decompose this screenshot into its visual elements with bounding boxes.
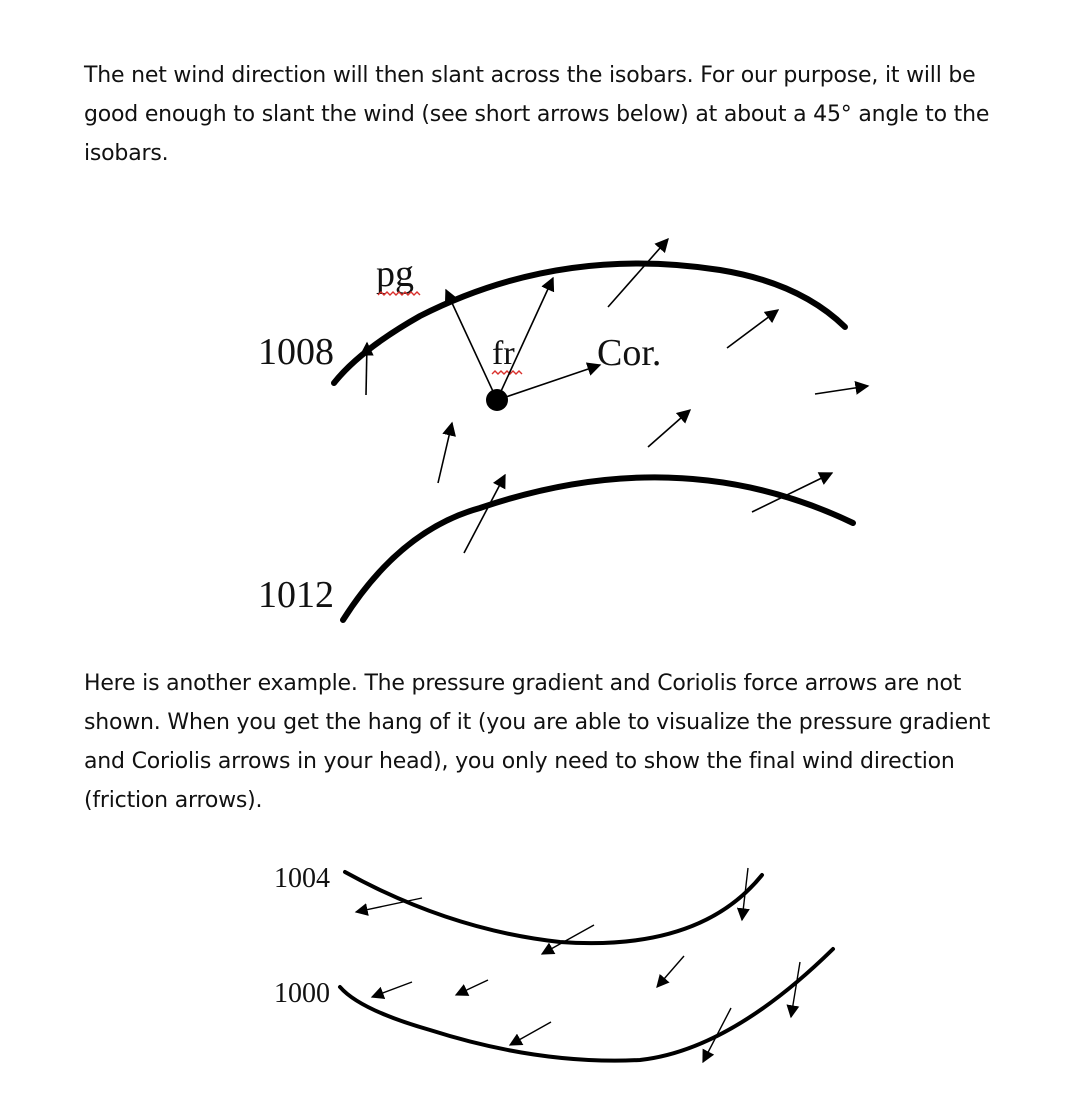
isobar-1000 [340, 949, 833, 1061]
friction-label: fr [492, 335, 515, 372]
isobar-label-1000: 1000 [274, 978, 330, 1009]
isobar-label-1008: 1008 [258, 331, 334, 373]
wind-arrow [456, 980, 488, 995]
wind-arrow [510, 1022, 551, 1045]
wind-arrow [372, 982, 412, 997]
isobar-label-1012: 1012 [258, 574, 334, 616]
intro-paragraph: The net wind direction will then slant across the isobars. For our purpose, it will be good enough to slant the wind (see short arrows below) at about a 45° angle to the isobars. [84, 63, 990, 166]
coriolis-label: Cor. [597, 332, 662, 374]
pressure-gradient-label: pg [376, 253, 414, 295]
wind-arrow [791, 962, 800, 1017]
example-paragraph: Here is another example. The pressure gradient and Coriolis force arrows are not shown. When you get the hang of it (you are able to visualize the pressure gradient and Coriolis arrows in your head), you only need to show the final wind direction (friction arrows). [84, 671, 991, 813]
isobar-label-1004: 1004 [274, 863, 330, 894]
isobar-1004 [345, 872, 762, 943]
wind-arrow [657, 956, 684, 987]
wind-arrow [703, 1008, 731, 1062]
